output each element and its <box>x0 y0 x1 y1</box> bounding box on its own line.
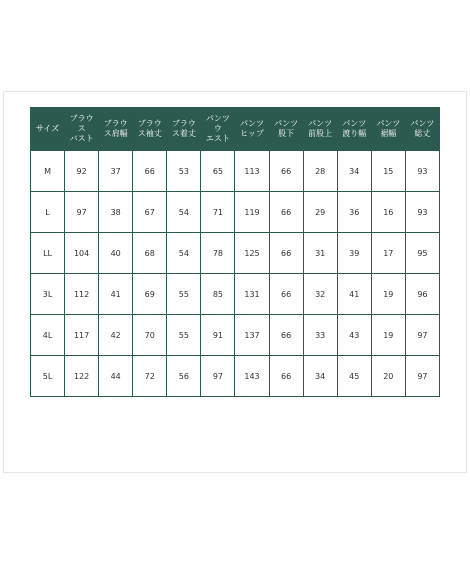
table-cell: 55 <box>167 274 201 315</box>
table-cell: 66 <box>269 233 303 274</box>
table-cell: 70 <box>133 315 167 356</box>
table-cell: 112 <box>65 274 99 315</box>
table-row <box>31 315 440 356</box>
table-cell: 119 <box>235 192 269 233</box>
header-pants-waist: パンツウ エスト <box>201 108 235 151</box>
table-cell: 5L <box>31 356 65 397</box>
table-cell: 4L <box>31 315 65 356</box>
table-cell: 78 <box>201 233 235 274</box>
table-cell: 131 <box>235 274 269 315</box>
size-chart-table <box>30 107 440 397</box>
header-pants-thigh-width: パンツ 渡り幅 <box>337 108 371 151</box>
header-blouse-shoulder-width: ブラウ ス肩幅 <box>99 108 133 151</box>
table-cell: 19 <box>371 274 405 315</box>
table-cell: 143 <box>235 356 269 397</box>
header-blouse-length: ブラウ ス着丈 <box>167 108 201 151</box>
table-cell: 54 <box>167 233 201 274</box>
table-cell: 122 <box>65 356 99 397</box>
table-cell: 93 <box>405 151 439 192</box>
table-cell: 53 <box>167 151 201 192</box>
table-cell: 96 <box>405 274 439 315</box>
table-row <box>31 356 440 397</box>
table-cell: 55 <box>167 315 201 356</box>
table-cell: 66 <box>269 315 303 356</box>
table-cell: 113 <box>235 151 269 192</box>
table-cell: 117 <box>65 315 99 356</box>
header-size: サイズ <box>31 108 65 151</box>
table-cell: 71 <box>201 192 235 233</box>
table-cell: 72 <box>133 356 167 397</box>
table-row <box>31 151 440 192</box>
table-cell: 29 <box>303 192 337 233</box>
table-cell: 95 <box>405 233 439 274</box>
header-pants-hem-width: パンツ裾幅 <box>371 108 405 151</box>
table-cell: 104 <box>65 233 99 274</box>
header-pants-front-rise: パンツ 前股上 <box>303 108 337 151</box>
header-pants-total-length: パンツ総丈 <box>405 108 439 151</box>
header-pants-inseam: パンツ股下 <box>269 108 303 151</box>
table-cell: 36 <box>337 192 371 233</box>
table-cell: 85 <box>201 274 235 315</box>
table-cell: 15 <box>371 151 405 192</box>
table-cell: 93 <box>405 192 439 233</box>
table-cell: 56 <box>167 356 201 397</box>
table-cell: 41 <box>337 274 371 315</box>
table-cell: 32 <box>303 274 337 315</box>
table-cell: M <box>31 151 65 192</box>
header-blouse-bust: ブラウス バスト <box>65 108 99 151</box>
table-cell: 91 <box>201 315 235 356</box>
table-cell: L <box>31 192 65 233</box>
table-cell: 42 <box>99 315 133 356</box>
table-row <box>31 192 440 233</box>
table-header-row <box>31 108 440 151</box>
table-cell: 3L <box>31 274 65 315</box>
table-cell: 34 <box>337 151 371 192</box>
table-cell: 19 <box>371 315 405 356</box>
table-cell: 66 <box>133 151 167 192</box>
table-cell: 37 <box>99 151 133 192</box>
table-cell: LL <box>31 233 65 274</box>
table-cell: 97 <box>65 192 99 233</box>
table-cell: 28 <box>303 151 337 192</box>
header-blouse-sleeve-length: ブラウ ス袖丈 <box>133 108 167 151</box>
table-cell: 66 <box>269 274 303 315</box>
table-cell: 66 <box>269 192 303 233</box>
table-cell: 97 <box>405 315 439 356</box>
table-cell: 31 <box>303 233 337 274</box>
table-cell: 65 <box>201 151 235 192</box>
header-pants-hip: パンツ ヒップ <box>235 108 269 151</box>
table-cell: 16 <box>371 192 405 233</box>
table-cell: 20 <box>371 356 405 397</box>
table-cell: 40 <box>99 233 133 274</box>
table-cell: 69 <box>133 274 167 315</box>
table-cell: 137 <box>235 315 269 356</box>
table-cell: 41 <box>99 274 133 315</box>
table-cell: 66 <box>269 356 303 397</box>
table-cell: 43 <box>337 315 371 356</box>
table-cell: 38 <box>99 192 133 233</box>
table-cell: 92 <box>65 151 99 192</box>
table-cell: 125 <box>235 233 269 274</box>
table-row <box>31 274 440 315</box>
table-row <box>31 233 440 274</box>
table-cell: 33 <box>303 315 337 356</box>
table-cell: 44 <box>99 356 133 397</box>
table-cell: 97 <box>201 356 235 397</box>
table-cell: 66 <box>269 151 303 192</box>
table-cell: 45 <box>337 356 371 397</box>
table-cell: 67 <box>133 192 167 233</box>
table-cell: 68 <box>133 233 167 274</box>
table-cell: 97 <box>405 356 439 397</box>
table-cell: 17 <box>371 233 405 274</box>
table-cell: 39 <box>337 233 371 274</box>
table-cell: 34 <box>303 356 337 397</box>
table-cell: 54 <box>167 192 201 233</box>
